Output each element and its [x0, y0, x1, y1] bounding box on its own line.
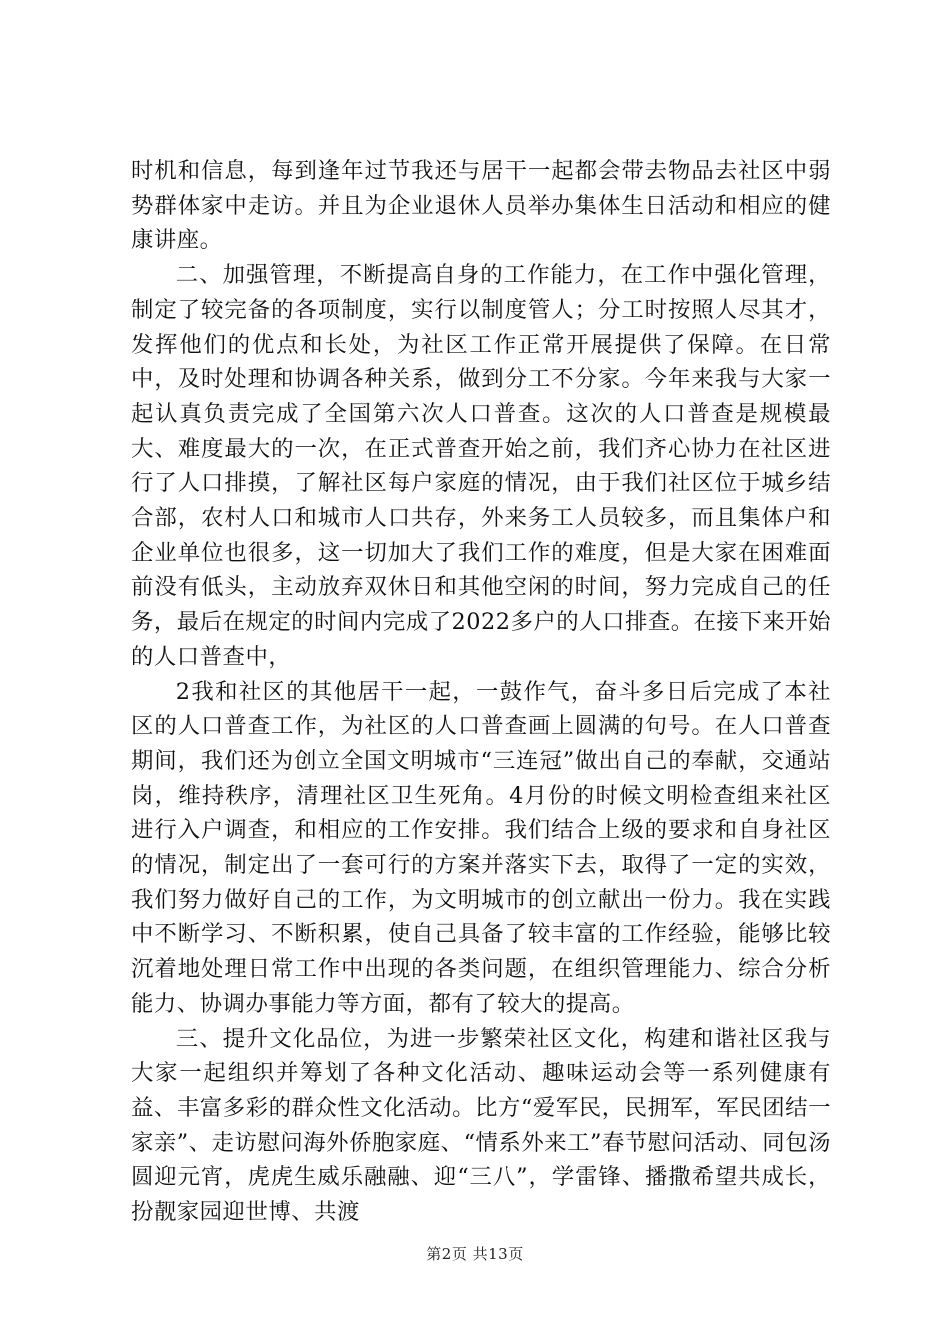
page-footer: 第2页 共13页 [426, 1245, 524, 1263]
paragraph-1: 时机和信息，每到逢年过节我还与居干一起都会带去物品去社区中弱势群体家中走访。并且为企业退休人员举办集体生日活动和相应的健康讲座。 [131, 158, 831, 254]
paragraph-4: 三、提升文化品位，为进一步繁荣社区文化，构建和谐社区我与大家一起组织并筹划了各种文化活动、趣味运动会等一系列健康有益、丰富多彩的群众性文化活动。比方“爱军民，民拥军，军民团结一家亲”、走访慰问海外侨胞家庭、“情系外来工”春节慰问活动、同包汤圆迎元宵，虎虎生威乐融融、迎“三八”，学雷锋、播撒希望共成长，扮靓家园迎世博、共渡 [131, 1025, 831, 1226]
paragraph-3: 2我和社区的其他居干一起，一鼓作气，奋斗多日后完成了本社区的人口普查工作，为社区的人口普查画上圆满的句号。在人口普查期间，我们还为创立全国文明城市“三连冠”做出自己的奉献，交通站岗，维持秩序，清理社区卫生死角。4月份的时候文明检查组来社区进行入户调查，和相应的工作安排。我们结合上级的要求和自身社区的情况，制定出了一套可行的方案并落实下去，取得了一定的实效，我们努力做好自己的工作，为文明城市的创立献出一份力。我在实践中不断学习、不断积累，使自己具备了较丰富的工作经验，能够比较沉着地处理日常工作中出现的各类问题，在组织管理能力、综合分析能力、协调办事能力等方面，都有了较大的提高。 [131, 678, 831, 1017]
paragraph-2: 二、加强管理，不断提高自身的工作能力，在工作中强化管理，制定了较完备的各项制度，实行以制度管人；分工时按照人尽其才，发挥他们的优点和长处，为社区工作正常开展提供了保障。在日常中，及时处理和协调各种关系，做到分工不分家。今年来我与大家一起认真负责完成了全国第六次人口普查。这次的人口普查是规模最大、难度最大的一次，在正式普查开始之前，我们齐心协力在社区进行了人口排摸，了解社区每户家庭的情况，由于我们社区位于城乡结合部，农村人口和城市人口共存，外来务工人员较多，而且集体户和企业单位也很多，这一切加大了我们工作的难度，但是大家在困难面前没有低头，主动放弃双休日和其他空闲的时间，努力完成自己的任务，最后在规定的时间内完成了2022多户的人口排查。在接下来开始的人口普查中， [131, 262, 831, 670]
document-body [131, 154, 831, 1230]
